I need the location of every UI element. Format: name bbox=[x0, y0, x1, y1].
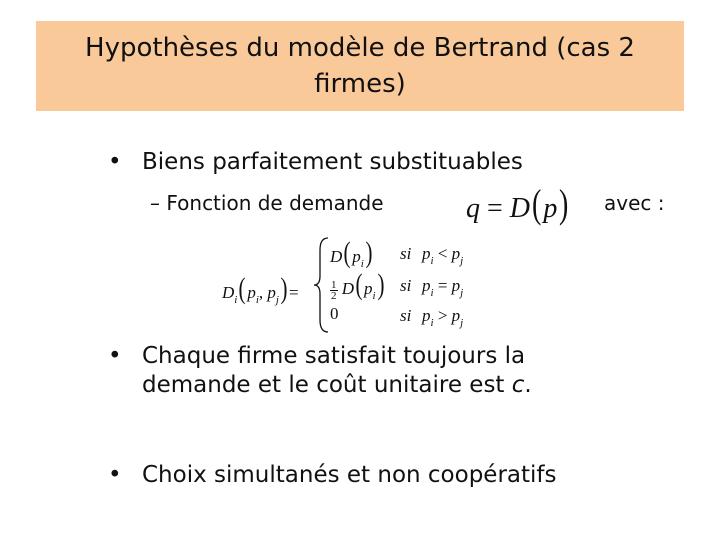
lhs-p1: p bbox=[247, 283, 256, 302]
piecewise-case-2 bbox=[330, 268, 464, 302]
case2-cond-q-sub: j bbox=[460, 287, 464, 299]
case1-lparen: ( bbox=[343, 236, 351, 269]
case2-D: D bbox=[341, 279, 355, 298]
case2-op: = bbox=[437, 276, 448, 295]
formula-rparen: ) bbox=[559, 181, 569, 226]
case3-si: si bbox=[400, 306, 412, 325]
case1-cond-q: p bbox=[451, 244, 461, 263]
case1-D: D bbox=[330, 247, 343, 266]
lhs-lparen: ( bbox=[238, 272, 246, 305]
case1-p-sub: i bbox=[360, 258, 364, 270]
case2-p: p bbox=[364, 279, 373, 298]
bullet-marker: • bbox=[108, 343, 122, 369]
lhs-D: D bbox=[222, 283, 235, 302]
case3-zero: 0 bbox=[330, 304, 339, 323]
case3-cond-p-sub: i bbox=[430, 317, 434, 329]
piecewise-brace bbox=[312, 236, 332, 334]
bullet-text: Choix simultanés et non coopératifs bbox=[142, 462, 557, 488]
case1-cond-p-sub: i bbox=[430, 255, 434, 267]
formula-D: D bbox=[509, 193, 531, 224]
case1-cond-q-sub: j bbox=[460, 255, 464, 267]
formula-q: q bbox=[466, 193, 480, 224]
lhs-sub-i: i bbox=[234, 294, 238, 306]
lhs-comma: , bbox=[258, 283, 264, 302]
piecewise-case-3 bbox=[330, 304, 464, 329]
lhs-eq: = bbox=[288, 283, 299, 302]
sub-bullet-text: Fonction de demande bbox=[166, 191, 384, 215]
case1-cond-p: p bbox=[422, 244, 431, 263]
case1-condition bbox=[422, 244, 464, 267]
frac-denominator: 2 bbox=[331, 289, 337, 302]
formula-eq: = bbox=[487, 193, 503, 224]
sub-bullet-demand-function bbox=[150, 190, 384, 216]
case2-si: si bbox=[400, 276, 412, 295]
frac-numerator: 1 bbox=[331, 278, 337, 291]
bullet-text-line-2 bbox=[142, 371, 532, 400]
bullet-text-line-2-suffix: . bbox=[524, 372, 532, 398]
title-line-1: Hypothèses du modèle de Bertrand (cas 2 bbox=[85, 33, 635, 63]
case3-cond-q-sub: j bbox=[460, 317, 464, 329]
lhs-p1-sub: i bbox=[255, 294, 259, 306]
piecewise-lhs bbox=[222, 272, 299, 306]
bullet-text-line-1: Chaque firme satisfait toujours la bbox=[142, 343, 526, 369]
lhs-p2: p bbox=[267, 283, 276, 302]
title-line-2: firmes) bbox=[314, 69, 406, 99]
slide-title bbox=[85, 30, 635, 102]
sub-bullet-marker: – bbox=[150, 191, 160, 215]
lhs-p2-sub: j bbox=[275, 294, 279, 306]
lhs-rparen: ) bbox=[280, 272, 288, 305]
case1-op: < bbox=[437, 244, 448, 263]
piecewise-case-1 bbox=[330, 236, 464, 270]
case2-p-sub: i bbox=[372, 290, 376, 302]
formula-lparen: ( bbox=[532, 181, 542, 226]
case3-cond-p: p bbox=[422, 306, 431, 325]
case2-condition bbox=[422, 276, 464, 299]
bullet-marker: • bbox=[108, 462, 122, 488]
case3-op: > bbox=[437, 306, 448, 325]
demand-formula bbox=[466, 180, 571, 227]
bullet-marker: • bbox=[108, 149, 122, 175]
title-banner bbox=[36, 21, 684, 111]
case1-rparen: ) bbox=[365, 236, 373, 269]
case1-si: si bbox=[400, 244, 412, 263]
bullet-text: Biens parfaitement substituables bbox=[142, 149, 523, 175]
avec-label: avec : bbox=[604, 191, 665, 215]
case3-condition bbox=[422, 306, 464, 329]
case2-cond-p-sub: i bbox=[430, 287, 434, 299]
case2-cond-q: p bbox=[451, 276, 461, 295]
unit-cost-variable: c bbox=[511, 372, 525, 398]
bullet-text-line-2-prefix: demande et le coût unitaire est bbox=[142, 372, 512, 398]
case2-fraction bbox=[330, 280, 338, 301]
bullet-firm-satisfies-demand bbox=[108, 342, 532, 400]
case3-cond-q: p bbox=[451, 306, 461, 325]
case2-rparen: ) bbox=[377, 268, 385, 301]
formula-p: p bbox=[543, 193, 558, 224]
case1-p: p bbox=[352, 247, 361, 266]
bullet-simultaneous-choices bbox=[108, 461, 557, 490]
case2-cond-p: p bbox=[422, 276, 431, 295]
case2-lparen: ( bbox=[355, 268, 363, 301]
bullet-substitutable-goods bbox=[108, 148, 523, 177]
